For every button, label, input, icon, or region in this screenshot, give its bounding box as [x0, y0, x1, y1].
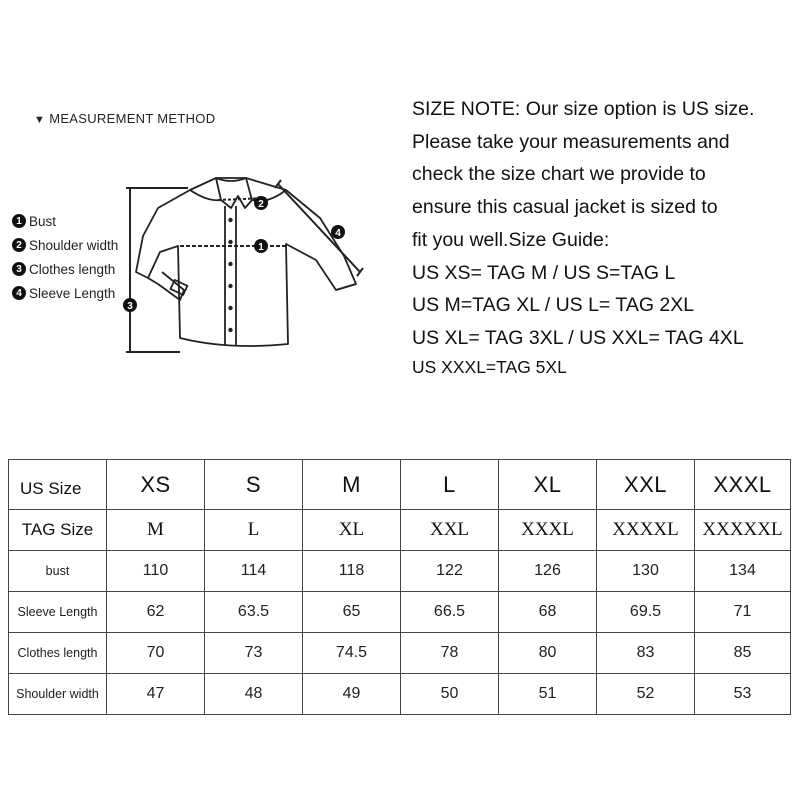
tag-size-cell: XXXXL [597, 510, 695, 551]
size-note-line: fit you well.Size Guide: [412, 228, 610, 251]
tag-size-header: TAG Size [9, 510, 107, 551]
size-note-line: SIZE NOTE: Our size option is US size. [412, 98, 755, 120]
number-badge-icon: 3 [12, 262, 26, 276]
table-row-tag-size [9, 510, 791, 551]
table-cell: 52 [597, 674, 695, 715]
row-label: Clothes length [9, 633, 107, 674]
triangle-down-icon: ▼ [34, 114, 46, 126]
svg-text:2: 2 [258, 199, 264, 210]
us-size-cell: S [205, 460, 303, 510]
table-cell: 110 [107, 551, 205, 592]
size-note-line: US XXXL=TAG 5XL [412, 356, 567, 377]
measurement-method-title [34, 111, 215, 126]
size-note-line: check the size chart we provide to [412, 163, 706, 186]
table-cell: 83 [597, 633, 695, 674]
table-cell: 114 [205, 551, 303, 592]
tag-size-cell: XXXL [499, 510, 597, 551]
tag-size-cell: M [107, 510, 205, 551]
table-cell: 73 [205, 633, 303, 674]
table-cell: 122 [401, 551, 499, 592]
row-label: Sleeve Length [9, 592, 107, 633]
size-note-line: US XS= TAG M / US S=TAG L [412, 261, 676, 284]
row-label: Shoulder width [9, 674, 107, 715]
size-note-line: Please take your measurements and [412, 130, 730, 153]
table-cell: 69.5 [597, 592, 695, 633]
legend-label: Bust [29, 213, 57, 229]
table-row-shoulder-width [9, 674, 791, 715]
number-badge-icon: 1 [12, 214, 26, 228]
table-cell: 48 [205, 674, 303, 715]
tag-size-cell: XXXXXL [695, 510, 791, 551]
number-badge-icon: 2 [12, 238, 26, 252]
measurement-method-label: MEASUREMENT METHOD [49, 111, 216, 126]
tag-size-cell: L [205, 510, 303, 551]
legend-label: Sleeve Length [29, 285, 116, 301]
us-size-cell: M [303, 460, 401, 510]
legend-item-shoulder-width [12, 233, 118, 257]
svg-text:4: 4 [335, 228, 341, 239]
us-size-cell: L [401, 460, 499, 510]
tag-size-cell: XL [303, 510, 401, 551]
table-cell: 53 [695, 674, 791, 715]
table-row-bust [9, 551, 791, 592]
shirt-measurement-diagram [118, 160, 398, 360]
us-size-cell: XL [499, 460, 597, 510]
size-note [412, 93, 792, 379]
legend-label: Clothes length [29, 261, 116, 277]
table-cell: 66.5 [401, 592, 499, 633]
measurement-legend [12, 209, 118, 305]
table-cell: 134 [695, 551, 791, 592]
table-cell: 78 [401, 633, 499, 674]
size-chart-table [8, 459, 791, 715]
legend-label: Shoulder width [29, 237, 119, 253]
row-label: bust [9, 551, 107, 592]
table-row-sleeve-length [9, 592, 791, 633]
shirt-buttons [228, 218, 232, 332]
legend-item-bust [12, 209, 118, 233]
table-cell: 74.5 [303, 633, 401, 674]
table-cell: 47 [107, 674, 205, 715]
legend-item-sleeve-length [12, 281, 118, 305]
us-size-cell: XXXL [695, 460, 791, 510]
table-row-clothes-length [9, 633, 791, 674]
table-cell: 118 [303, 551, 401, 592]
table-cell: 70 [107, 633, 205, 674]
table-cell: 50 [401, 674, 499, 715]
shirt-collar [216, 178, 252, 208]
table-cell: 85 [695, 633, 791, 674]
table-cell: 80 [499, 633, 597, 674]
table-cell: 51 [499, 674, 597, 715]
table-cell: 130 [597, 551, 695, 592]
svg-text:3: 3 [127, 301, 133, 312]
table-cell: 68 [499, 592, 597, 633]
table-row-us-size [9, 460, 791, 510]
table-cell: 62 [107, 592, 205, 633]
number-badge-icon: 4 [12, 286, 26, 300]
legend-item-clothes-length [12, 257, 118, 281]
size-note-line: US M=TAG XL / US L= TAG 2XL [412, 294, 695, 317]
tag-size-cell: XXL [401, 510, 499, 551]
us-size-cell: XXL [597, 460, 695, 510]
shirt-body-outline [136, 178, 356, 346]
sleeve-length-line [278, 184, 360, 272]
us-size-header: US Size [9, 460, 107, 510]
table-cell: 63.5 [205, 592, 303, 633]
size-note-line: US XL= TAG 3XL / US XXL= TAG 4XL [412, 326, 744, 349]
table-cell: 71 [695, 592, 791, 633]
table-cell: 126 [499, 551, 597, 592]
table-cell: 49 [303, 674, 401, 715]
us-size-cell: XS [107, 460, 205, 510]
svg-text:1: 1 [258, 242, 264, 253]
diagram-markers [123, 196, 345, 312]
shirt-cuff-right [336, 284, 356, 290]
table-cell: 65 [303, 592, 401, 633]
size-note-line: ensure this casual jacket is sized to [412, 196, 718, 219]
